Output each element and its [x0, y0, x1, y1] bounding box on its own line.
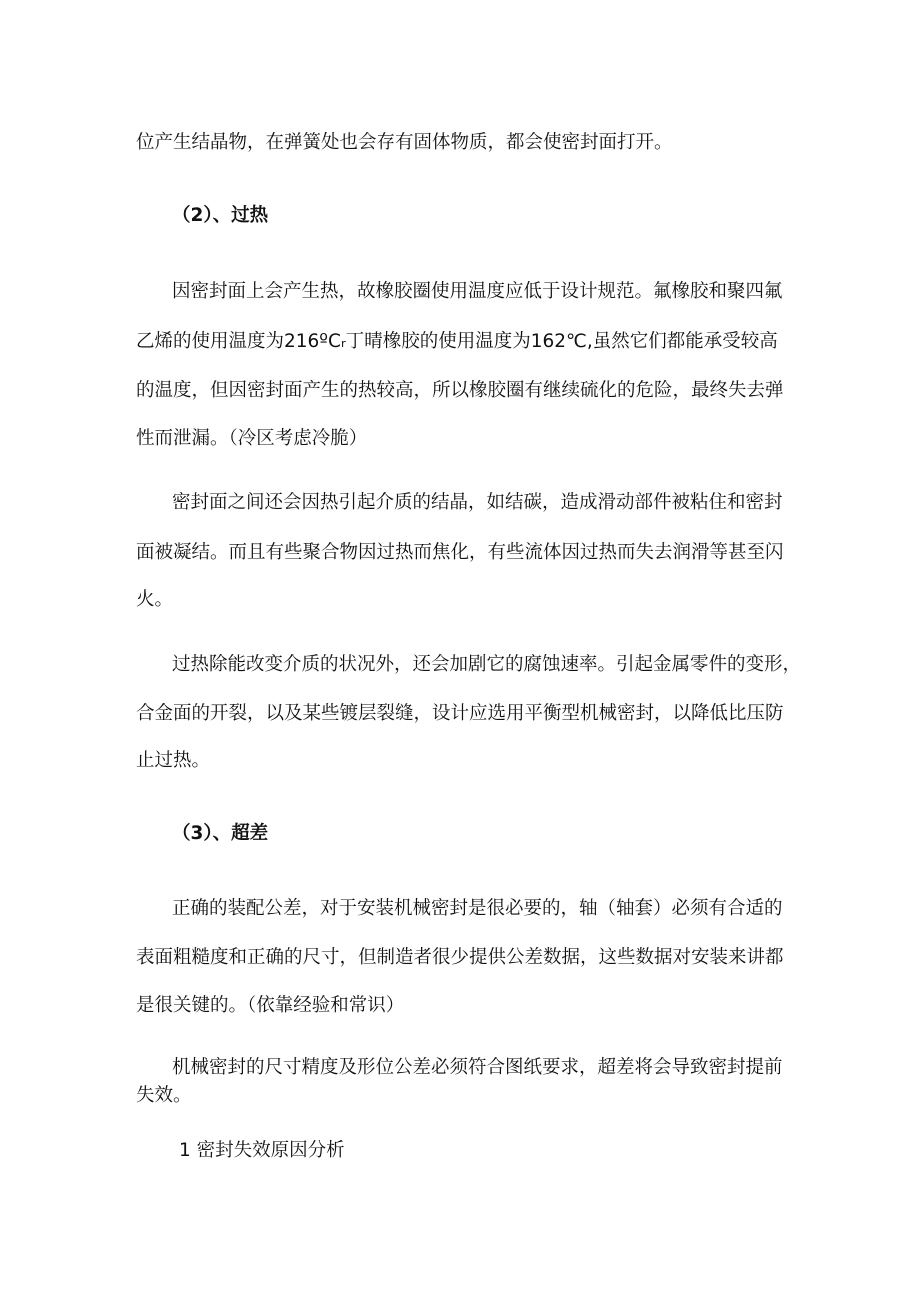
- paragraph-line: 密封面之间还会因热引起介质的结晶，如结碳，造成滑动部件被粘住和密封: [172, 492, 783, 513]
- paragraph-line: 失效。: [136, 1085, 192, 1106]
- paragraph-line: 机械密封的尺寸精度及形位公差必须符合图纸要求，超差将会导致密封提前: [172, 1057, 783, 1078]
- paragraph-line: 是很关键的。（依靠经验和常识）: [136, 995, 405, 1016]
- paragraph-line: 合金面的开裂，以及某些镀层裂缝，设计应选用平衡型机械密封，以降低比压防: [136, 703, 784, 724]
- section-heading-overheat: （2）、过热: [172, 205, 269, 226]
- paragraph-line: 面被凝结。而且有些聚合物因过热而焦化，有些流体因过热而失去润滑等甚至闪: [136, 542, 784, 563]
- section-heading-out-of-tolerance: （3）、超差: [172, 823, 269, 844]
- paragraph-line: 过热除能改变介质的状况外，还会加剧它的腐蚀速率。引起金属零件的变形，: [172, 654, 802, 675]
- section-heading-failure-analysis: 1 密封失效原因分析: [179, 1140, 345, 1161]
- paragraph-line: 表面粗糙度和正确的尺寸，但制造者很少提供公差数据，这些数据对安装来讲都: [136, 947, 784, 968]
- paragraph-line: 止过热。: [136, 750, 211, 771]
- paragraph-line: 性而泄漏。（冷区考虑冷脆）: [136, 428, 368, 449]
- text-line: 位产生结晶物，在弹簧处也会存有固体物质，都会使密封面打开。: [136, 132, 673, 153]
- paragraph-line: 因密封面上会产生热，故橡胶圈使用温度应低于设计规范。氟橡胶和聚四氟: [172, 281, 783, 302]
- paragraph-line: 乙烯的使用温度为216ºCᵣ丁晴橡胶的使用温度为162℃,虽然它们都能承受较高: [136, 331, 778, 352]
- paragraph-line: 的温度，但因密封面产生的热较高，所以橡胶圈有继续硫化的危险，最终失去弹: [136, 380, 784, 401]
- paragraph-line: 火。: [136, 589, 174, 610]
- paragraph-line: 正确的装配公差，对于安装机械密封是很必要的，轴（轴套）必须有合适的: [172, 898, 783, 919]
